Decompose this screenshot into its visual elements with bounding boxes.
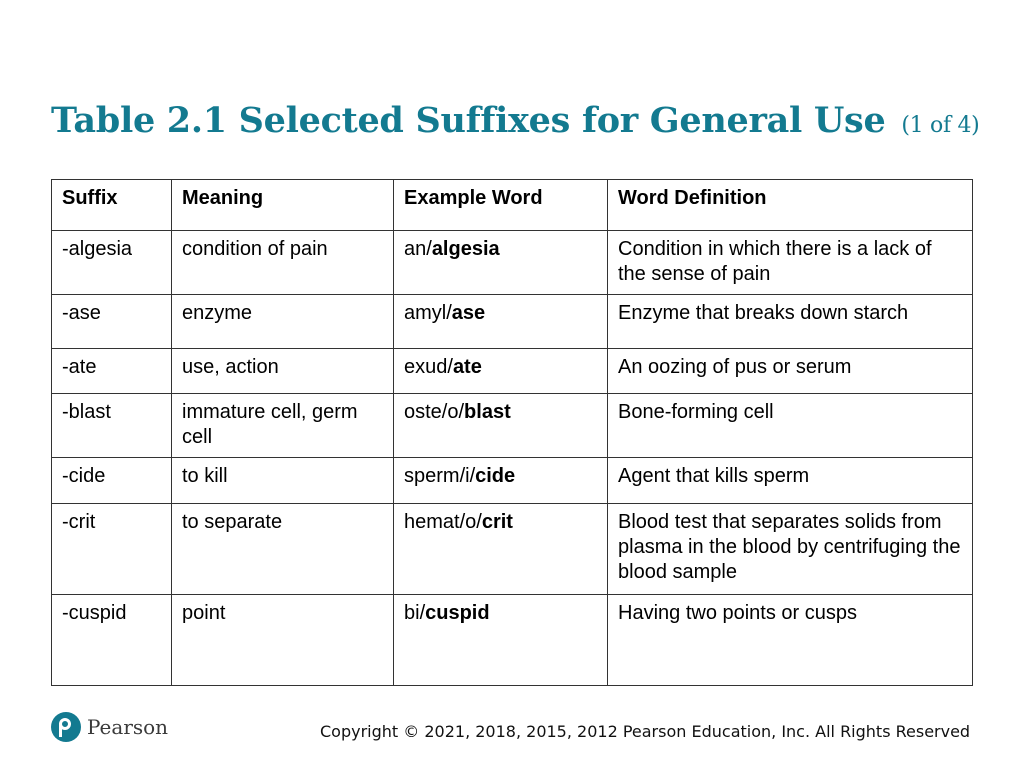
example-suffix: blast	[464, 401, 511, 423]
example-cell	[394, 295, 608, 349]
example-root: exud/	[404, 356, 453, 378]
header-suffix: Suffix	[52, 180, 172, 231]
example-suffix: crit	[481, 511, 513, 533]
table-row	[52, 595, 973, 686]
definition-cell: Enzyme that breaks down starch	[608, 295, 973, 349]
suffix-cell: -ase	[52, 295, 172, 349]
table-row	[52, 394, 973, 458]
table-row	[52, 349, 973, 394]
example-cell	[394, 349, 608, 394]
table-header-row	[52, 180, 973, 231]
page-title	[51, 100, 979, 141]
title-part: (1 of 4)	[901, 113, 980, 138]
meaning-cell: to kill	[172, 458, 394, 504]
header-example-word: Example Word	[394, 180, 608, 231]
table-row	[52, 504, 973, 595]
example-cell	[394, 595, 608, 686]
meaning-cell: immature cell, germ cell	[172, 394, 394, 458]
example-suffix: cuspid	[425, 602, 490, 624]
example-cell	[394, 458, 608, 504]
header-word-definition: Word Definition	[608, 180, 973, 231]
suffix-table	[51, 179, 973, 686]
example-suffix: ate	[452, 356, 482, 378]
suffix-cell: -crit	[52, 504, 172, 595]
meaning-cell: condition of pain	[172, 231, 394, 295]
header-meaning: Meaning	[172, 180, 394, 231]
meaning-cell: to separate	[172, 504, 394, 595]
example-suffix: ase	[451, 302, 486, 324]
example-root: bi/	[404, 602, 426, 624]
definition-cell: Agent that kills sperm	[608, 458, 973, 504]
suffix-cell: -blast	[52, 394, 172, 458]
title-main: Table 2.1 Selected Suffixes for General Use	[51, 100, 886, 141]
table-row	[52, 458, 973, 504]
example-cell	[394, 231, 608, 295]
example-root: amyl/	[404, 302, 452, 324]
pearson-logo	[51, 712, 168, 742]
table-row	[52, 231, 973, 295]
definition-cell: Bone-forming cell	[608, 394, 973, 458]
meaning-cell: point	[172, 595, 394, 686]
example-suffix: algesia	[431, 238, 500, 260]
suffix-cell: -ate	[52, 349, 172, 394]
example-cell	[394, 394, 608, 458]
pearson-p-logo-icon	[51, 712, 81, 742]
definition-cell: An oozing of pus or serum	[608, 349, 973, 394]
example-root: sperm/i/	[404, 465, 476, 487]
example-suffix: cide	[475, 465, 516, 487]
example-cell	[394, 504, 608, 595]
table-body	[52, 231, 973, 686]
suffix-cell: -algesia	[52, 231, 172, 295]
example-root: oste/o/	[404, 401, 465, 423]
copyright-notice: Copyright © 2021, 2018, 2015, 2012 Pearson Education, Inc. All Rights Reserved	[320, 722, 971, 741]
meaning-cell: use, action	[172, 349, 394, 394]
example-root: hemat/o/	[404, 511, 482, 533]
suffix-cell: -cide	[52, 458, 172, 504]
definition-cell: Blood test that separates solids from plasma in the blood by centrifuging the blood sample	[608, 504, 973, 595]
definition-cell: Having two points or cusps	[608, 595, 973, 686]
definition-cell: Condition in which there is a lack of the sense of pain	[608, 231, 973, 295]
example-root: an/	[404, 238, 432, 260]
table-header	[52, 180, 973, 231]
suffix-cell: -cuspid	[52, 595, 172, 686]
table-row	[52, 295, 973, 349]
meaning-cell: enzyme	[172, 295, 394, 349]
logo-text: Pearson	[87, 715, 169, 739]
